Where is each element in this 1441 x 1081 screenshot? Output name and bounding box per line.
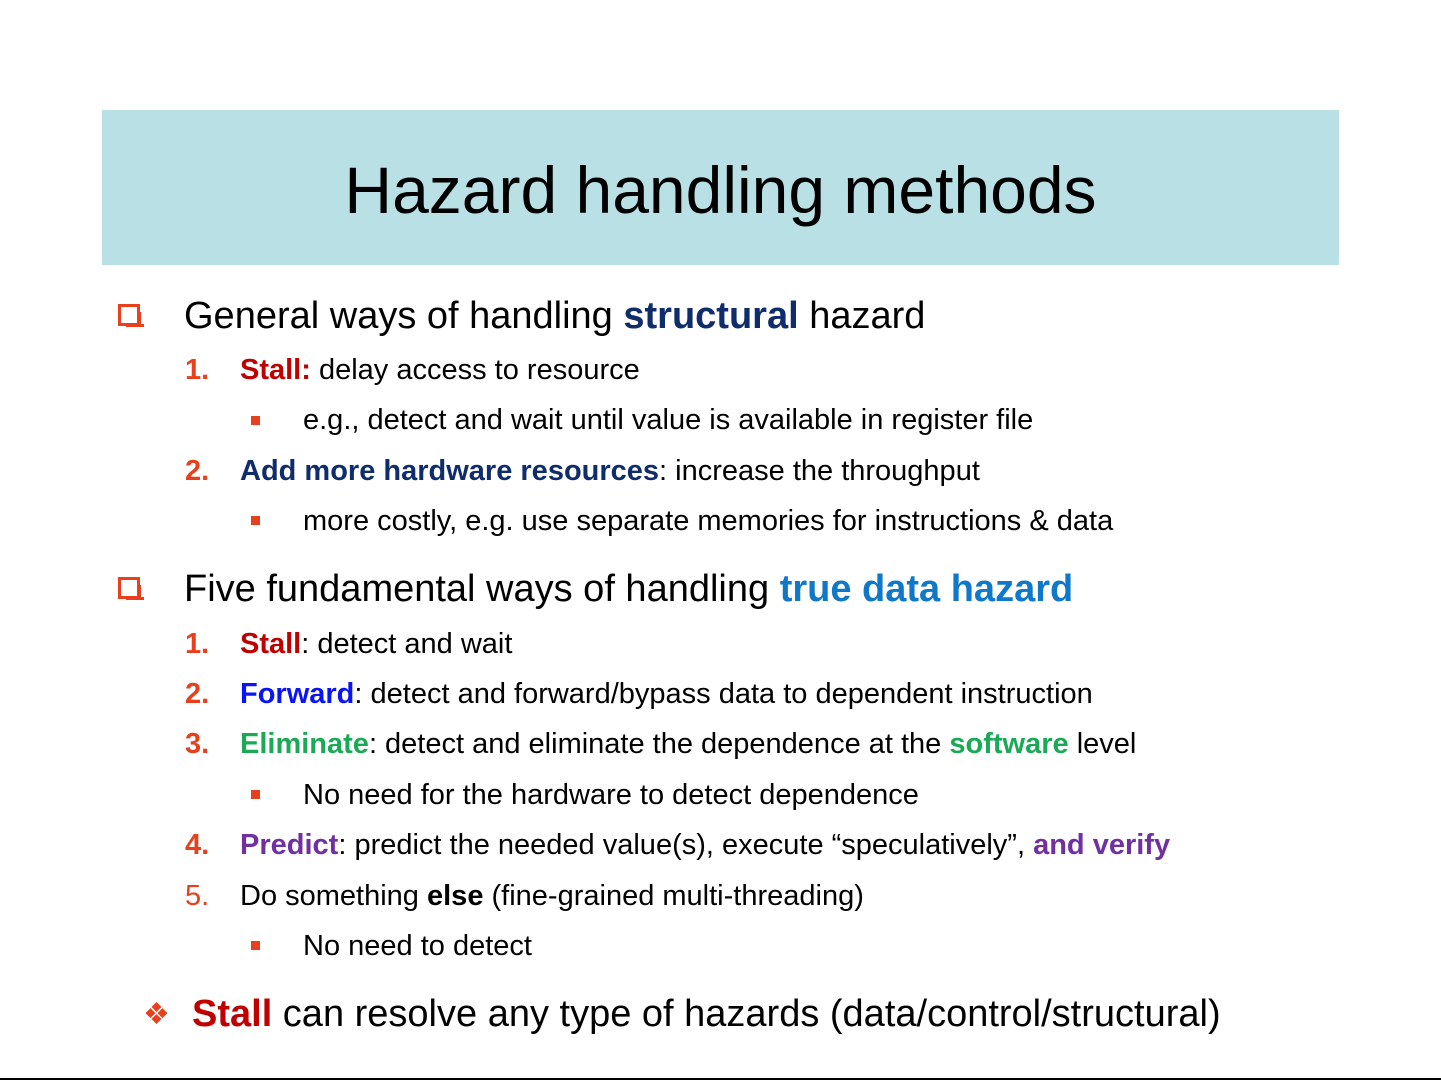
item-text: : detect and forward/bypass data to dependent instruction [354,678,1093,710]
sub-item: e.g., detect and wait until value is available in register file [303,404,1034,436]
section-1-tail: hazard [798,295,926,337]
item-highlight: and verify [1033,829,1171,861]
section-2-lead: Five fundamental ways of handling [184,568,780,610]
conclusion [192,992,1221,1036]
item-text: : predict the needed value(s), execute “speculatively”, [338,829,1034,861]
item-label: Stall [240,628,302,660]
diamond-bullet-icon: ❖ [143,998,170,1031]
section-2-heading [184,567,1073,611]
item-number: 2. [185,678,210,710]
item-number: 2. [185,455,210,487]
item-label: Stall: [240,354,311,386]
item-highlight: else [427,880,484,912]
item-label: Forward [240,678,355,710]
sub-item: more costly, e.g. use separate memories for instructions & data [303,505,1114,537]
item-label: Predict [240,829,339,861]
list-item [240,677,1093,711]
square-bullet-icon [251,790,260,799]
title-bar [102,110,1339,265]
item-text: : detect and wait [301,628,513,660]
section-2-highlight: true data hazard [779,568,1074,610]
item-number: 1. [185,628,210,660]
page-title: Hazard handling methods [344,153,1097,227]
list-item [240,828,1170,862]
checkbox-bullet-icon [118,304,140,326]
list-item [240,353,640,387]
bottom-divider [0,1078,1441,1080]
item-label: Eliminate [240,728,369,760]
item-number: 1. [185,354,210,386]
square-bullet-icon [251,416,260,425]
sub-item: No need to detect [303,930,532,962]
item-tail: level [1068,728,1137,760]
section-1-lead: General ways of handling [184,295,624,337]
list-item [240,727,1136,761]
item-number: 3. [185,728,210,760]
square-bullet-icon [251,516,260,525]
list-item [240,454,980,488]
square-bullet-icon [251,941,260,950]
item-label: Add more hardware resources [240,455,660,487]
item-number: 5. [185,880,210,912]
item-highlight: software [949,728,1069,760]
item-text: : increase the throughput [659,455,980,487]
conclusion-highlight: Stall [192,993,273,1035]
conclusion-text: can resolve any type of hazards (data/control/structural) [272,993,1221,1035]
item-text: : detect and eliminate the dependence at the [368,728,950,760]
checkbox-bullet-icon [118,577,140,599]
section-1-heading [184,294,925,338]
item-text: delay access to resource [310,354,640,386]
item-pre: Do something [240,880,427,912]
sub-item: No need for the hardware to detect dependence [303,779,919,811]
list-item [240,879,864,913]
list-item [240,627,512,661]
item-text: (fine-grained multi-threading) [483,880,864,912]
item-number: 4. [185,829,210,861]
section-1-highlight: structural [623,295,799,337]
